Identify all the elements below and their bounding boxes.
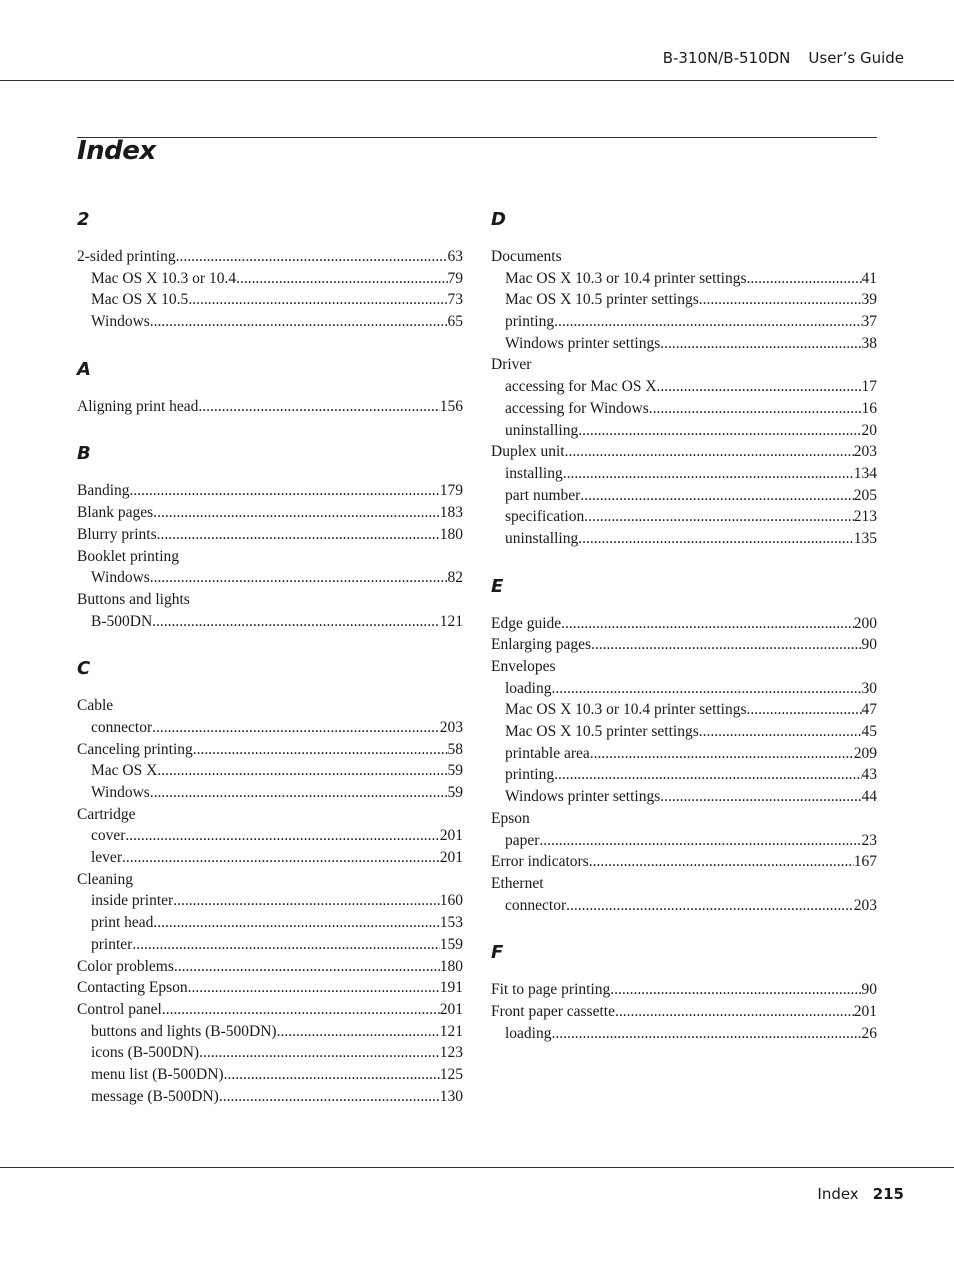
dot-leader	[193, 739, 448, 761]
index-entry	[491, 441, 877, 463]
index-entry	[77, 804, 463, 826]
index-subentry	[491, 289, 877, 311]
index-letter-heading: A	[77, 358, 91, 380]
index-letter-heading: D	[491, 209, 506, 230]
index-column-left	[77, 206, 463, 1130]
dot-leader	[552, 678, 862, 700]
entry-label: Booklet printing	[77, 547, 180, 565]
index-letter-heading: F	[491, 942, 504, 964]
entry-label: Mac OS X 10.3 or 10.4 printer settings	[505, 701, 747, 719]
index-entry	[491, 851, 877, 873]
dot-leader	[561, 613, 854, 635]
index-subentry	[77, 912, 463, 934]
index-entry	[77, 739, 463, 761]
dot-leader	[610, 979, 861, 1001]
entry-label: Mac OS X 10.5 printer settings	[505, 291, 699, 309]
entry-page-number: 205	[853, 486, 877, 504]
entry-page-number: 130	[439, 1087, 463, 1105]
entry-label: Cable	[77, 697, 114, 715]
dot-leader	[554, 764, 861, 786]
entry-page-number: 121	[439, 612, 463, 630]
index-subentry	[491, 398, 877, 420]
index-letter-heading: B	[77, 443, 91, 465]
index-subentry	[491, 830, 877, 852]
dot-leader	[277, 1021, 440, 1043]
entry-page-number: 180	[439, 525, 463, 543]
entry-page-number: 167	[853, 853, 877, 871]
entry-page-number: 20	[861, 421, 877, 439]
entry-page-number: 123	[439, 1044, 463, 1062]
index-subentry	[77, 611, 463, 633]
entry-label: Mac OS X 10.5 printer settings	[505, 723, 699, 741]
dot-leader	[649, 398, 862, 420]
index-group	[491, 206, 877, 550]
page-number: 215	[872, 1185, 904, 1203]
index-subentry	[491, 786, 877, 808]
entry-page-number: 135	[853, 529, 877, 547]
entry-page-number: 82	[447, 569, 463, 587]
entry-page-number: 160	[439, 892, 463, 910]
entry-page-number: 153	[439, 914, 463, 932]
dot-leader	[699, 721, 862, 743]
dot-leader	[162, 999, 440, 1021]
dot-leader	[584, 506, 854, 528]
entry-page-number: 65	[447, 313, 463, 331]
index-entry	[491, 808, 877, 830]
entry-label: Front paper cassette	[491, 1002, 615, 1020]
entry-page-number: 59	[447, 762, 463, 780]
entry-page-number: 159	[439, 935, 463, 953]
index-subentry	[77, 289, 463, 311]
running-header	[663, 49, 904, 67]
entry-page-number: 41	[861, 269, 877, 287]
entry-label: Blurry prints	[77, 525, 157, 543]
index-entry	[491, 246, 877, 268]
dot-leader	[157, 524, 440, 546]
dot-leader	[660, 786, 861, 808]
entry-label: message (B-500DN)	[91, 1087, 219, 1105]
entry-label: Blank pages	[77, 504, 154, 522]
entry-label: Ethernet	[491, 874, 544, 892]
index-entry	[77, 546, 463, 568]
entry-page-number: 45	[861, 723, 877, 741]
index-group	[77, 206, 463, 333]
index-entry	[491, 656, 877, 678]
index-group	[77, 356, 463, 418]
dot-leader	[589, 851, 854, 873]
index-subentry	[491, 1023, 877, 1045]
index-entry	[491, 873, 877, 895]
entry-label: loading	[505, 679, 552, 697]
entry-page-number: 90	[861, 981, 877, 999]
entry-label: loading	[505, 1024, 552, 1042]
index-subentry	[77, 890, 463, 912]
entry-label: Windows printer settings	[505, 788, 661, 806]
index-subentry	[77, 1021, 463, 1043]
entry-page-number: 17	[861, 378, 877, 396]
dot-leader	[150, 782, 448, 804]
entry-page-number: 203	[439, 718, 463, 736]
dot-leader	[125, 825, 439, 847]
entry-label: 2-sided printing	[77, 248, 176, 265]
index-subentry	[491, 699, 877, 721]
entry-label: Control panel	[77, 1000, 162, 1018]
entry-label: Envelopes	[491, 658, 556, 675]
index-subentry	[77, 1086, 463, 1108]
entry-label: Cleaning	[77, 870, 133, 888]
index-subentry	[491, 506, 877, 528]
entry-label: uninstalling	[505, 421, 579, 439]
entry-page-number: 38	[861, 334, 877, 352]
entry-page-number: 213	[853, 508, 877, 526]
dot-leader	[657, 376, 862, 398]
index-subentry	[77, 1042, 463, 1064]
entry-label: Fit to page printing	[491, 981, 611, 999]
index-entry	[77, 480, 463, 502]
entry-label: Canceling printing	[77, 740, 193, 758]
entry-label: uninstalling	[505, 529, 579, 547]
index-subentry	[491, 311, 877, 333]
entry-label: Edge guide	[491, 614, 562, 632]
entry-label: installing	[505, 464, 563, 482]
index-entry	[491, 1001, 877, 1023]
entry-page-number: 59	[447, 784, 463, 801]
entry-page-number: 201	[439, 849, 463, 867]
entry-page-number: 179	[439, 482, 463, 500]
entry-label: Windows printer settings	[505, 334, 661, 352]
dot-leader	[554, 311, 861, 333]
dot-leader	[224, 1064, 440, 1086]
dot-leader	[188, 977, 440, 999]
dot-leader	[152, 611, 440, 633]
entry-label: Documents	[491, 248, 562, 265]
entry-page-number: 30	[861, 679, 877, 697]
index-entry	[77, 869, 463, 891]
header-guide-title: User’s Guide	[808, 49, 904, 67]
index-entry	[77, 524, 463, 546]
index-entry	[77, 502, 463, 524]
dot-leader	[566, 895, 854, 917]
index-subentry	[491, 678, 877, 700]
entry-page-number: 121	[439, 1022, 463, 1040]
entry-label: printing	[505, 766, 555, 784]
index-entry	[491, 634, 877, 656]
dot-leader	[591, 634, 861, 656]
index-entry	[77, 695, 463, 717]
index-subentry	[491, 420, 877, 442]
dot-leader	[188, 289, 447, 311]
index-entry	[77, 396, 463, 418]
dot-leader	[236, 268, 447, 290]
index-entry	[77, 246, 463, 268]
index-subentry	[491, 721, 877, 743]
dot-leader	[580, 485, 853, 507]
entry-label: Banding	[77, 482, 130, 500]
entry-label: cover	[91, 827, 126, 845]
entry-label: Mac OS X 10.3 or 10.4	[91, 269, 237, 287]
entry-label: printing	[505, 313, 555, 331]
entry-label: buttons and lights (B-500DN)	[91, 1022, 277, 1040]
entry-page-number: 47	[861, 701, 877, 719]
entry-label: accessing for Mac OS X	[505, 378, 657, 396]
entry-label: inside printer	[91, 892, 174, 910]
entry-label: Enlarging pages	[491, 636, 592, 654]
dot-leader	[747, 699, 862, 721]
index-subentry	[77, 717, 463, 739]
entry-label: Duplex unit	[491, 443, 565, 461]
entry-page-number: 134	[853, 464, 877, 482]
index-subentry	[77, 825, 463, 847]
entry-label: paper	[505, 831, 540, 849]
index-subentry	[491, 268, 877, 290]
index-entry	[77, 589, 463, 611]
dot-leader	[199, 1042, 440, 1064]
index-subentry	[77, 268, 463, 290]
index-entry	[77, 956, 463, 978]
title-rule	[77, 137, 877, 138]
dot-leader	[122, 847, 440, 869]
dot-leader	[150, 311, 448, 333]
index-subentry	[491, 528, 877, 550]
entry-page-number: 200	[853, 614, 877, 632]
dot-leader	[132, 934, 439, 956]
entry-page-number: 44	[861, 788, 877, 806]
entry-label: printer	[91, 935, 133, 953]
entry-page-number: 43	[861, 766, 877, 784]
entry-label: print head	[91, 914, 154, 932]
index-subentry	[77, 847, 463, 869]
entry-label: specification	[505, 508, 585, 526]
index-group	[77, 655, 463, 1107]
dot-leader	[174, 956, 440, 978]
entry-page-number: 26	[861, 1024, 877, 1042]
entry-page-number: 23	[861, 831, 877, 849]
entry-label: connector	[505, 896, 567, 914]
dot-leader	[747, 268, 862, 290]
entry-page-number: 79	[447, 269, 463, 287]
dot-leader	[153, 502, 440, 524]
dot-leader	[173, 890, 440, 912]
index-subentry	[491, 743, 877, 765]
entry-label: Windows	[91, 784, 150, 801]
dot-leader	[539, 830, 861, 852]
entry-page-number: 58	[447, 740, 463, 758]
entry-label: lever	[91, 849, 122, 867]
dot-leader	[699, 289, 862, 311]
entry-label: printable area	[505, 744, 590, 762]
entry-label: Windows	[91, 569, 150, 587]
entry-label: part number	[505, 486, 581, 504]
entry-label: accessing for Windows	[505, 399, 649, 417]
index-column-right	[491, 206, 877, 1067]
footer-section: Index	[817, 1185, 859, 1203]
index-entry	[491, 354, 877, 376]
entry-label: Driver	[491, 356, 532, 374]
index-subentry	[77, 311, 463, 333]
index-subentry	[491, 463, 877, 485]
entry-label: Contacting Epson	[77, 979, 188, 997]
entry-page-number: 156	[439, 397, 463, 415]
index-subentry	[77, 567, 463, 589]
entry-label: Color problems	[77, 957, 174, 975]
entry-label: Buttons and lights	[77, 590, 190, 608]
dot-leader	[157, 760, 447, 782]
dot-leader	[578, 528, 854, 550]
entry-page-number: 201	[853, 1002, 877, 1020]
dot-leader	[198, 396, 439, 418]
entry-page-number: 90	[861, 636, 877, 654]
entry-label: menu list (B-500DN)	[91, 1065, 224, 1083]
dot-leader	[150, 567, 448, 589]
entry-page-number: 63	[447, 248, 463, 265]
entry-label: Mac OS X 10.3 or 10.4 printer settings	[505, 269, 747, 287]
index-subentry	[491, 895, 877, 917]
dot-leader	[590, 743, 854, 765]
index-subentry	[77, 934, 463, 956]
footer-rule	[0, 1167, 954, 1168]
dot-leader	[152, 717, 440, 739]
dot-leader	[563, 463, 854, 485]
entry-page-number: 203	[853, 443, 877, 461]
entry-page-number: 125	[439, 1065, 463, 1083]
dot-leader	[615, 1001, 854, 1023]
dot-leader	[552, 1023, 862, 1045]
index-group	[491, 939, 877, 1044]
entry-page-number: 201	[439, 1000, 463, 1018]
entry-page-number: 191	[439, 979, 463, 997]
entry-page-number: 16	[861, 399, 877, 417]
index-letter-heading: E	[491, 575, 504, 597]
entry-page-number: 209	[853, 744, 877, 762]
index-entry	[491, 979, 877, 1001]
entry-label: Epson	[491, 809, 530, 827]
entry-page-number: 180	[439, 957, 463, 975]
entry-label: Mac OS X	[91, 762, 158, 780]
entry-label: Windows	[91, 313, 150, 331]
entry-page-number: 39	[861, 291, 877, 309]
index-group	[77, 440, 463, 632]
dot-leader	[565, 441, 854, 463]
index-letter-heading: C	[77, 658, 91, 680]
entry-label: connector	[91, 718, 153, 736]
dot-leader	[578, 420, 861, 442]
entry-page-number: 201	[439, 827, 463, 845]
index-entry	[491, 613, 877, 635]
entry-page-number: 37	[861, 313, 877, 331]
index-entry	[77, 977, 463, 999]
dot-leader	[153, 912, 439, 934]
index-subentry	[491, 333, 877, 355]
entry-page-number: 73	[447, 291, 463, 309]
dot-leader	[130, 480, 440, 502]
index-subentry	[491, 764, 877, 786]
entry-label: B-500DN	[91, 612, 153, 630]
entry-label: icons (B-500DN)	[91, 1044, 200, 1062]
dot-leader	[660, 333, 861, 355]
index-subentry	[491, 485, 877, 507]
entry-label: Aligning print head	[77, 397, 199, 415]
dot-leader	[219, 1086, 440, 1108]
header-model: B-310N/B-510DN	[662, 49, 791, 67]
entry-label: Error indicators	[491, 853, 589, 871]
index-letter-heading: 2	[77, 209, 90, 230]
index-subentry	[77, 782, 463, 804]
entry-page-number: 203	[853, 896, 877, 914]
index-subentry	[77, 760, 463, 782]
dot-leader	[176, 246, 448, 268]
index-subentry	[491, 376, 877, 398]
index-entry	[77, 999, 463, 1021]
header-rule	[0, 80, 954, 81]
page-title: Index	[77, 136, 156, 166]
index-subentry	[77, 1064, 463, 1086]
entry-page-number: 183	[439, 504, 463, 522]
index-group	[491, 573, 877, 917]
running-footer	[817, 1185, 904, 1203]
entry-label: Cartridge	[77, 805, 136, 823]
entry-label: Mac OS X 10.5	[91, 291, 189, 309]
